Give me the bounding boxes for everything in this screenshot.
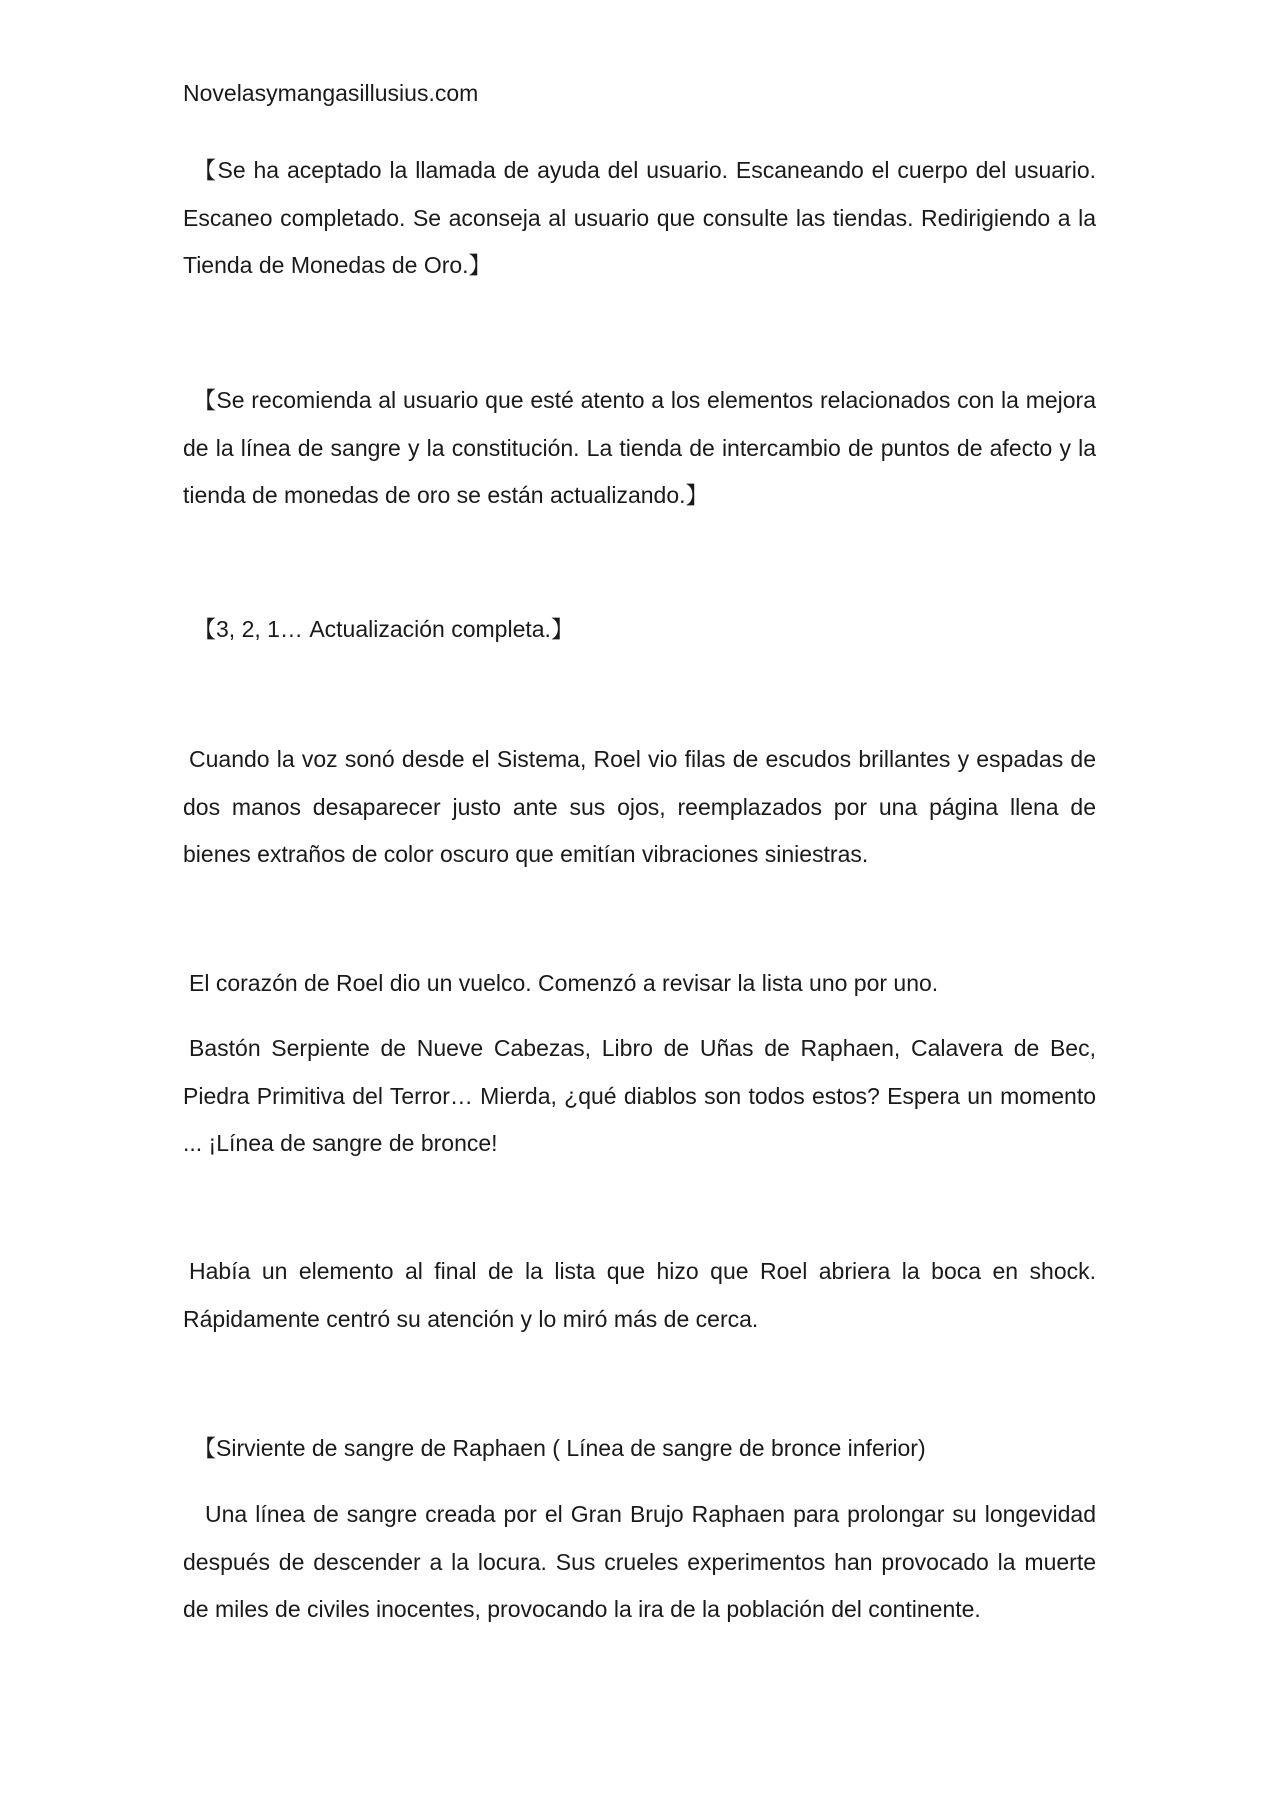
narrative-paragraph: Había un elemento al final de la lista que hizo que Roel abriera la boca en shock. Rápidamente centró su atención y lo miró más de cerca. — [183, 1258, 1096, 1332]
site-header: Novelasymangasillusius.com — [183, 80, 479, 106]
narrative-paragraph: El corazón de Roel dio un vuelco. Comenzó a revisar la lista uno por uno. — [189, 970, 939, 996]
system-message-recommendation: 【Se recomienda al usuario que esté atento a los elementos relacionados con la mejora de la línea de sangre y la constitución. La tienda de intercambio de puntos de afecto y la tienda de monedas de oro se están actualizando.】 — [183, 387, 1096, 508]
item-title: 【Sirviente de sangre de Raphaen ( Línea de sangre de bronce inferior) — [193, 1435, 926, 1461]
item-description: Una línea de sangre creada por el Gran Brujo Raphaen para prolongar su longevidad después de descender a la locura. Sus crueles experimentos han provocado la muerte de miles de civiles inocentes, provocando la ira de la población del continente. — [183, 1501, 1096, 1622]
system-message-scan: 【Se ha aceptado la llamada de ayuda del usuario. Escaneando el cuerpo del usuario. Escaneo completado. Se aconseja al usuario que consulte las tiendas. Redirigiendo a la Tienda de Monedas de Oro.】 — [183, 157, 1096, 278]
narrative-paragraph: Cuando la voz sonó desde el Sistema, Roel vio filas de escudos brillantes y espadas de dos manos desaparecer justo ante sus ojos, reemplazados por una página llena de bienes extraños de color oscuro que emitían vibraciones siniestras. — [183, 746, 1096, 867]
narrative-paragraph: Bastón Serpiente de Nueve Cabezas, Libro de Uñas de Raphaen, Calavera de Bec, Piedra Primitiva del Terror… Mierda, ¿qué diablos son todos estos? Espera un momento ... ¡Línea de sangre de bronce! — [183, 1035, 1096, 1156]
system-message-countdown: 【3, 2, 1… Actualización completa.】 — [193, 616, 574, 642]
